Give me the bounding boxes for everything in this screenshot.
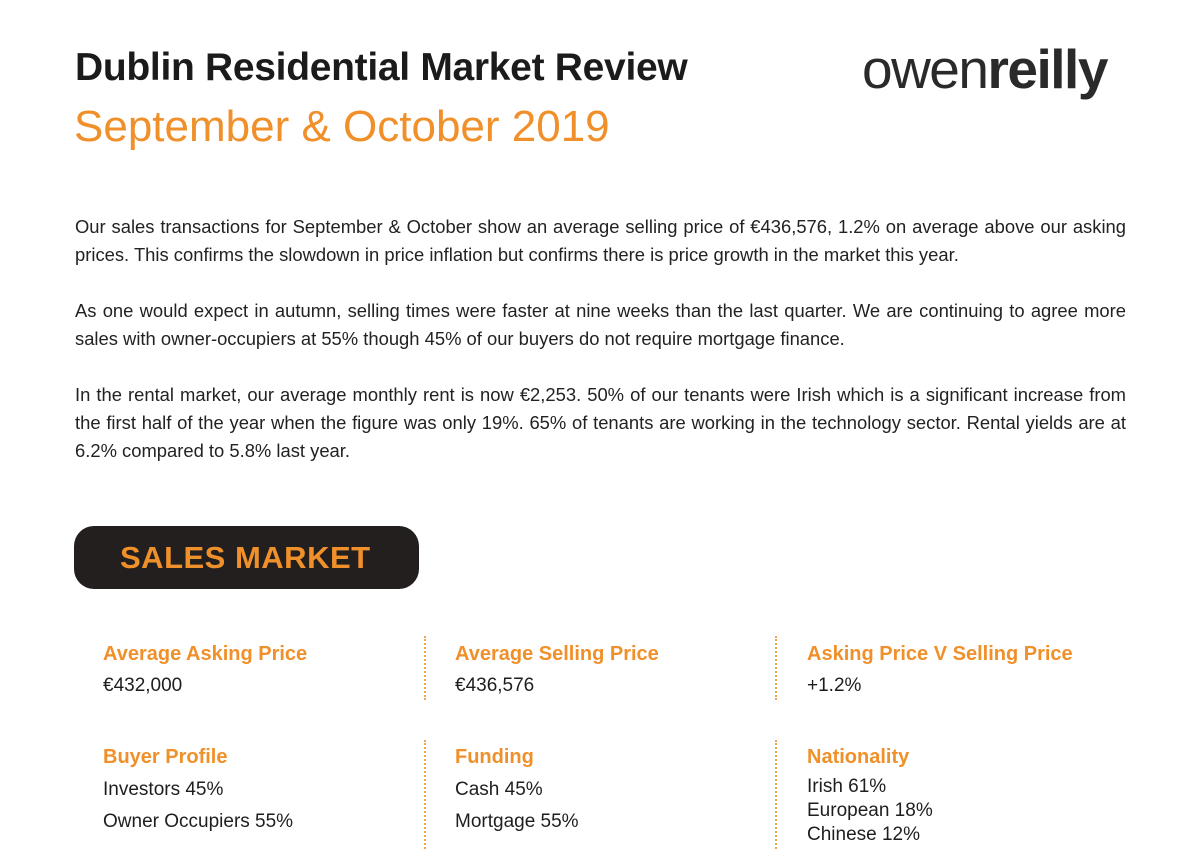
stat-label: Asking Price V Selling Price bbox=[807, 643, 1073, 665]
stat-list bbox=[103, 779, 413, 833]
list-item: Chinese 12% bbox=[807, 824, 921, 845]
stat-label: Buyer Profile bbox=[103, 746, 228, 768]
section-header-label: SALES MARKET bbox=[120, 539, 371, 575]
list-item: Mortgage 55% bbox=[455, 811, 579, 832]
list-item: Investors 45% bbox=[103, 779, 224, 800]
stat-average-asking-price bbox=[103, 643, 413, 697]
logo-light-text: owen bbox=[862, 38, 988, 100]
page-title: Dublin Residential Market Review bbox=[75, 46, 688, 89]
list-item: Irish 61% bbox=[807, 776, 887, 797]
intro-paragraph-sales: Our sales transactions for September & October show an average selling price of €436,576, 1.2% on average above our asking prices. This confirms the slowdown in price inflation but confirms there is price growth in the market this year. bbox=[75, 216, 1126, 265]
brand-logo bbox=[862, 38, 1107, 100]
stat-label: Average Selling Price bbox=[455, 643, 659, 665]
page-subtitle: September & October 2019 bbox=[74, 102, 610, 151]
stat-label: Nationality bbox=[807, 746, 910, 768]
stat-average-selling-price bbox=[455, 643, 765, 697]
intro-paragraph-rental: In the rental market, our average monthly rent is now €2,253. 50% of our tenants were Irish which is a significant increase from the first half of the year when the figure was only 19%. 65% of tenants are working in the technology sector. Rental yields are at 6.2% compared to 5.8% last year. bbox=[75, 384, 1126, 461]
stat-label: Funding bbox=[455, 746, 534, 768]
stat-label: Average Asking Price bbox=[103, 643, 308, 665]
stat-value: €436,576 bbox=[455, 675, 535, 696]
section-header-sales-market bbox=[74, 526, 419, 589]
list-item: Cash 45% bbox=[455, 779, 543, 800]
stat-list bbox=[455, 779, 765, 833]
stat-nationality bbox=[807, 746, 1117, 848]
stat-list bbox=[807, 776, 1117, 846]
stat-asking-vs-selling bbox=[807, 643, 1117, 697]
column-divider bbox=[424, 636, 426, 700]
stat-funding bbox=[455, 746, 765, 843]
logo-bold-text: reilly bbox=[987, 38, 1107, 100]
stat-value: +1.2% bbox=[807, 675, 862, 696]
intro-paragraph-timing: As one would expect in autumn, selling times were faster at nine weeks than the last quarter. We are continuing to agree more sales with owner-occupiers at 55% though 45% of our buyers do not require mortgage finance. bbox=[75, 300, 1126, 349]
column-divider bbox=[424, 740, 426, 849]
stat-buyer-profile bbox=[103, 746, 413, 843]
column-divider bbox=[775, 636, 777, 700]
stat-value: €432,000 bbox=[103, 675, 183, 696]
column-divider bbox=[775, 740, 777, 849]
list-item: European 18% bbox=[807, 800, 933, 821]
list-item: Owner Occupiers 55% bbox=[103, 811, 294, 832]
